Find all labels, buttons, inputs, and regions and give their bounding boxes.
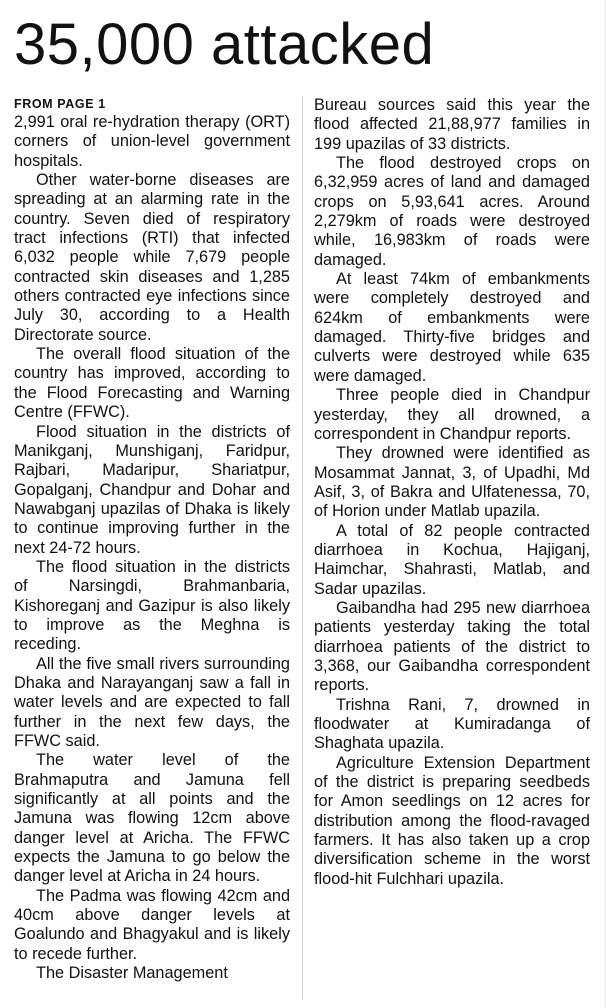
paragraph: The flood destroyed crops on 6,32,959 acres of land and damaged crops on 5,93,641 acres. Around 2,279km of roads were destroyed while, 16,983km of roads were damaged. <box>314 154 590 269</box>
paragraph: All the five small rivers surrounding Dhaka and Narayanganj saw a fall in water levels and are expected to fall further in the next few days, the FFWC said. <box>14 654 290 750</box>
paragraph: At least 74km of embankments were completely destroyed and 624km of embankments were damaged. Thirty-five bridges and culverts were destroyed while 635 were damaged. <box>314 270 590 385</box>
article-column-left <box>14 96 290 983</box>
paragraph: Agriculture Extension Department of the district is preparing seedbeds for Amon seedlings on 12 acres for distribution among the flood-ravaged farmers. It has also taken up a crop diversification scheme in the worst flood-hit Fulchhari upazila. <box>314 753 590 888</box>
paragraph: Other water-borne diseases are spreading at an alarming rate in the country. Seven died of respiratory tract infections (RTI) that infected 6,032 people while 7,679 people contracted skin diseases and 1,285 others contracted eye infections since July 30, according to a Health Directorate source. <box>14 171 290 344</box>
paragraph: The water level of the Brahmaputra and Jamuna fell significantly at all points and the Jamuna was flowing 12cm above danger level at Aricha. The FFWC expects the Jamuna to go below the danger level at Aricha in 24 hours. <box>14 751 290 886</box>
paragraph: The Padma was flowing 42cm and 40cm above danger levels at Goalundo and Bhagyakul and is likely to recede further. <box>14 886 290 963</box>
continuation-kicker: FROM PAGE 1 <box>14 97 106 111</box>
paragraph-continues: The Disaster Management <box>36 964 228 983</box>
headline: 35,000 attacked <box>14 12 435 77</box>
paragraph: The overall flood situation of the country has improved, according to the Flood Forecasting and Warning Centre (FFWC). <box>14 345 290 422</box>
paragraph: Gaibandha had 295 new diarrhoea patients yesterday taking the total diarrhoea patients of the district to 3,368, our Gaibandha correspondent reports. <box>314 598 590 695</box>
paragraph: A total of 82 people contracted diarrhoea in Kochua, Hajiganj, Haimchar, Shahrasti, Matlab, and Sadar upazilas. <box>314 521 590 598</box>
paragraph: They drowned were identified as Mosammat Jannat, 3, of Upadhi, Md Asif, 3, of Bakra and Ulfatenessa, 70, of Horion under Matlab upazila. <box>314 444 590 521</box>
paragraph: Trishna Rani, 7, drowned in floodwater at Kumiradanga of Shaghata upazila. <box>314 695 590 753</box>
paragraph-continued: Bureau sources said this year the flood affected 21,88,977 families in 199 upazilas of 33 districts. <box>314 96 590 153</box>
paragraph: Three people died in Chandpur yesterday, they all drowned, a correspondent in Chandpur reports. <box>314 386 590 443</box>
article-column-right <box>314 96 590 889</box>
paragraph: Flood situation in the districts of Manikganj, Munshiganj, Faridpur, Rajbari, Madaripur, Shariatpur, Gopalganj, Chandpur and Dohar and Nawabganj upazilas of Dhaka is likely to continue improving further in the next 24-72 hours. <box>14 422 290 557</box>
paragraph: 2,991 oral re-hydration therapy (ORT) corners of union-level government hospitals. <box>14 113 290 170</box>
column-divider <box>302 96 303 1000</box>
paragraph: The flood situation in the districts of Narsingdi, Brahmanbaria, Kishoreganj and Gazipur is also likely to improve as the Meghna is receding. <box>14 557 290 654</box>
